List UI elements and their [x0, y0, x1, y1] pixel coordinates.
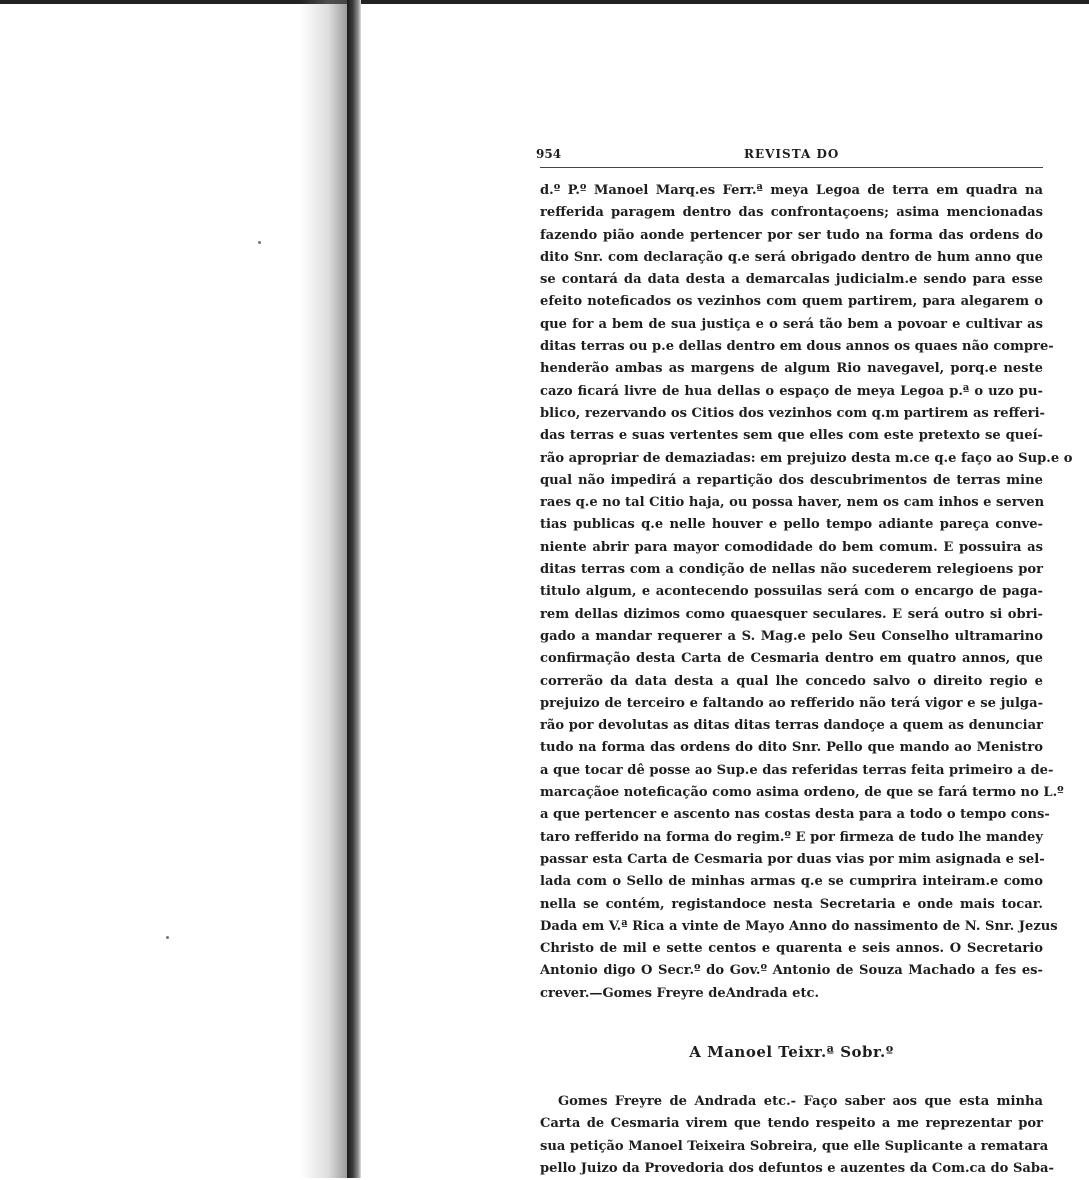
text-line: Dada em V.ª Rica a vinte de Mayo Anno do nassimento de N. Snr. Jezus	[540, 918, 1058, 934]
text-line: passar esta Carta de Cesmaria por duas vias por mim asignada e sel-	[540, 851, 1045, 867]
text-line: qual não impedirá a repartição dos descubrimentos de terras mine	[540, 472, 1043, 488]
text-line: rão apropriar de demaziadas: em prejuizo desta m.ce q.e faço ao Sup.e o	[540, 450, 1073, 466]
text-line: tias publicas q.e nelle houver e pello tempo adiante pareça conve-	[540, 517, 1043, 533]
scan-speck	[258, 241, 261, 244]
book-top-edge	[0, 0, 1089, 4]
text-line: raes q.e no tal Citio haja, ou possa haver, nem os cam inhos e serven	[540, 495, 1045, 511]
gutter-shadow	[300, 0, 347, 1178]
text-line: blico, rezervando os Citios dos vezinhos com q.m partirem as refferi-	[540, 405, 1045, 421]
text-line: rem dellas dizimos como quaesquer seculares. E será outro si obri-	[540, 606, 1043, 622]
text-line: sua petição Manoel Teixeira Sobreira, que elle Suplicante a rematara	[540, 1138, 1049, 1154]
text-line: Gomes Freyre de Andrada etc.- Faço saber aos que esta minha	[558, 1093, 1043, 1109]
text-line: se contará da data desta a demarcalas judicialm.e sendo para esse	[540, 272, 1043, 288]
text-line: gado a mandar requerer a S. Mag.e pelo Seu Conselho ultramarino	[540, 628, 1043, 644]
text-line: prejuizo de terceiro e faltando ao refferido não terá vigor e se julga-	[540, 695, 1043, 711]
text-line: efeito noteficados os vezinhos com quem partirem, para alegarem o	[540, 294, 1043, 310]
text-line: das terras e suas vertentes sem que elles com este pretexto se queí-	[540, 428, 1043, 444]
text-line: dito Snr. com declaração q.e será obrigado dentro de hum anno que	[540, 249, 1043, 265]
text-line: crever.—Gomes Freyre deAndrada etc.	[540, 985, 820, 1001]
text-line: Christo de mil e sette centos e quarenta e seis annos. O Secretario	[540, 941, 1043, 957]
text-line: Carta de Cesmaria virem que tendo respeito a me reprezentar por	[540, 1116, 1043, 1132]
text-line: Antonio digo O Secr.º do Gov.º Antonio de Souza Machado a fes es-	[540, 963, 1043, 979]
text-line: refferida paragem dentro das confrontaçoens; asima mencionadas	[540, 205, 1043, 221]
text-line: taro refferido na forma do regim.º E por firmeza de tudo lhe mandey	[540, 829, 1043, 845]
text-line: tudo na forma das ordens do dito Snr. Pello que mando ao Menistro	[540, 740, 1043, 756]
text-line: titulo algum, e acontecendo possuilas será com o encargo de paga-	[540, 584, 1043, 600]
text-line: marcaçãoe noteficação como asima ordeno, de que se fará termo no L.º	[540, 785, 1064, 801]
text-line: nella se contém, registandoce nesta Secretaria e onde mais tocar.	[540, 896, 1043, 912]
text-line: fazendo pião aonde pertencer por ser tudo na forma das ordens do	[540, 227, 1043, 243]
page-header	[536, 147, 1043, 165]
book-gutter	[347, 0, 361, 1178]
text-line: correrão da data desta a qual lhe concedo salvo o direito regio e	[540, 673, 1043, 689]
text-line: cazo ficará livre de hua dellas o espaço de meya Legoa p.ª o uzo pu-	[540, 383, 1043, 399]
text-line: ditas terras ou p.e dellas dentro em dous annos os quaes não compre-	[540, 339, 1054, 355]
text-line: que for a bem de sua justiça e o será tão bem a povoar e cultivar as	[540, 316, 1043, 332]
book-page	[536, 147, 1073, 1180]
header-rule	[540, 167, 1043, 168]
text-line: ditas terras com a condição de nellas não sucederem relegioens por	[540, 562, 1043, 578]
text-line: a que pertencer e ascento nas costas desta para a todo o tempo cons-	[540, 807, 1050, 823]
text-line: henderão ambas as margens de algum Rio navegavel, porq.e neste	[540, 361, 1043, 377]
paragraph-2	[540, 1091, 1054, 1180]
scan-speck	[166, 936, 169, 939]
section-title: A Manoel Teixr.ª Sobr.º	[689, 1042, 894, 1061]
paragraph-1	[540, 180, 1073, 1005]
text-line: d.º P.º Manoel Marq.es Ferr.ª meya Legoa de terra em quadra na	[540, 183, 1043, 198]
running-title: REVISTA DO	[744, 147, 840, 161]
text-line: lada com o Sello de minhas armas q.e se cumprira inteiram.e como	[540, 874, 1043, 890]
text-line: a que tocar dê posse ao Sup.e das referidas terras feita primeiro a de-	[540, 762, 1054, 778]
text-line: rão por devolutas as ditas ditas terras dandoçe a quem as denunciar	[540, 718, 1043, 734]
text-line: pello Juizo da Provedoria dos defuntos e auzentes da Com.ca do Saba-	[540, 1160, 1054, 1176]
page-number: 954	[536, 147, 562, 161]
text-line: niente abrir para mayor comodidade do bem comum. E possuira as	[540, 539, 1043, 555]
text-line: confirmação desta Carta de Cesmaria dentro em quatro annos, que	[540, 651, 1043, 667]
